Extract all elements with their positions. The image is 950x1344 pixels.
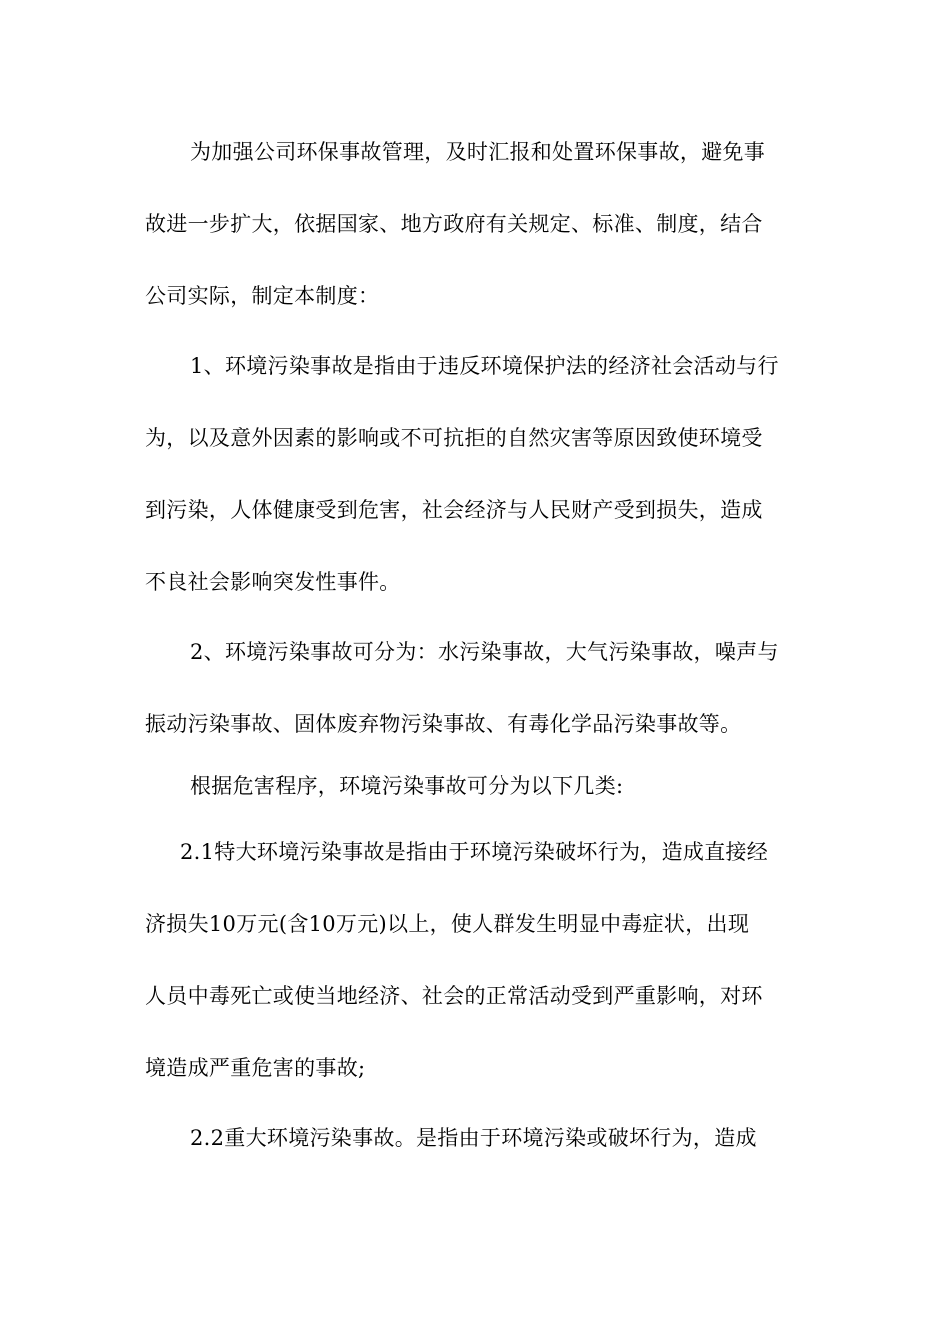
paragraph-2-line-1: 2、环境污染事故可分为：水污染事故，大气污染事故，噪声与 <box>190 640 779 664</box>
paragraph-intro-line-3: 公司实际，制定本制度： <box>145 284 380 308</box>
paragraph-intro-line-2: 故进一步扩大，依据国家、地方政府有关规定、标准、制度，结合 <box>145 212 763 236</box>
paragraph-2-1-line-3: 人员中毒死亡或使当地经济、社会的正常活动受到严重影响，对环 <box>145 984 763 1008</box>
paragraph-2-2-line-1: 2.2重大环境污染事故。是指由于环境污染或破坏行为，造成 <box>190 1126 757 1150</box>
classification-intro-line: 根据危害程序，环境污染事故可分为以下几类: <box>190 774 624 798</box>
paragraph-1-line-2: 为，以及意外因素的影响或不可抗拒的自然灾害等原因致使环境受 <box>145 426 763 450</box>
paragraph-1-line-1: 1、环境污染事故是指由于违反环境保护法的经济社会活动与行 <box>190 354 779 378</box>
paragraph-2-line-2: 振动污染事故、固体废弃物污染事故、有毒化学品污染事故等。 <box>145 712 742 736</box>
paragraph-1-line-3: 到污染，人体健康受到危害，社会经济与人民财产受到损失，造成 <box>145 498 763 522</box>
paragraph-1-line-4: 不良社会影响突发性事件。 <box>145 570 401 594</box>
paragraph-2-1-line-2: 济损失10万元(含10万元)以上，使人群发生明显中毒症状，出现 <box>145 912 750 936</box>
paragraph-intro-line-1: 为加强公司环保事故管理，及时汇报和处置环保事故，避免事 <box>190 140 766 164</box>
paragraph-2-1-line-4: 境造成严重危害的事故; <box>145 1056 366 1080</box>
paragraph-2-1-line-1: 2.1特大环境污染事故是指由于环境污染破坏行为，造成直接经 <box>180 840 769 864</box>
